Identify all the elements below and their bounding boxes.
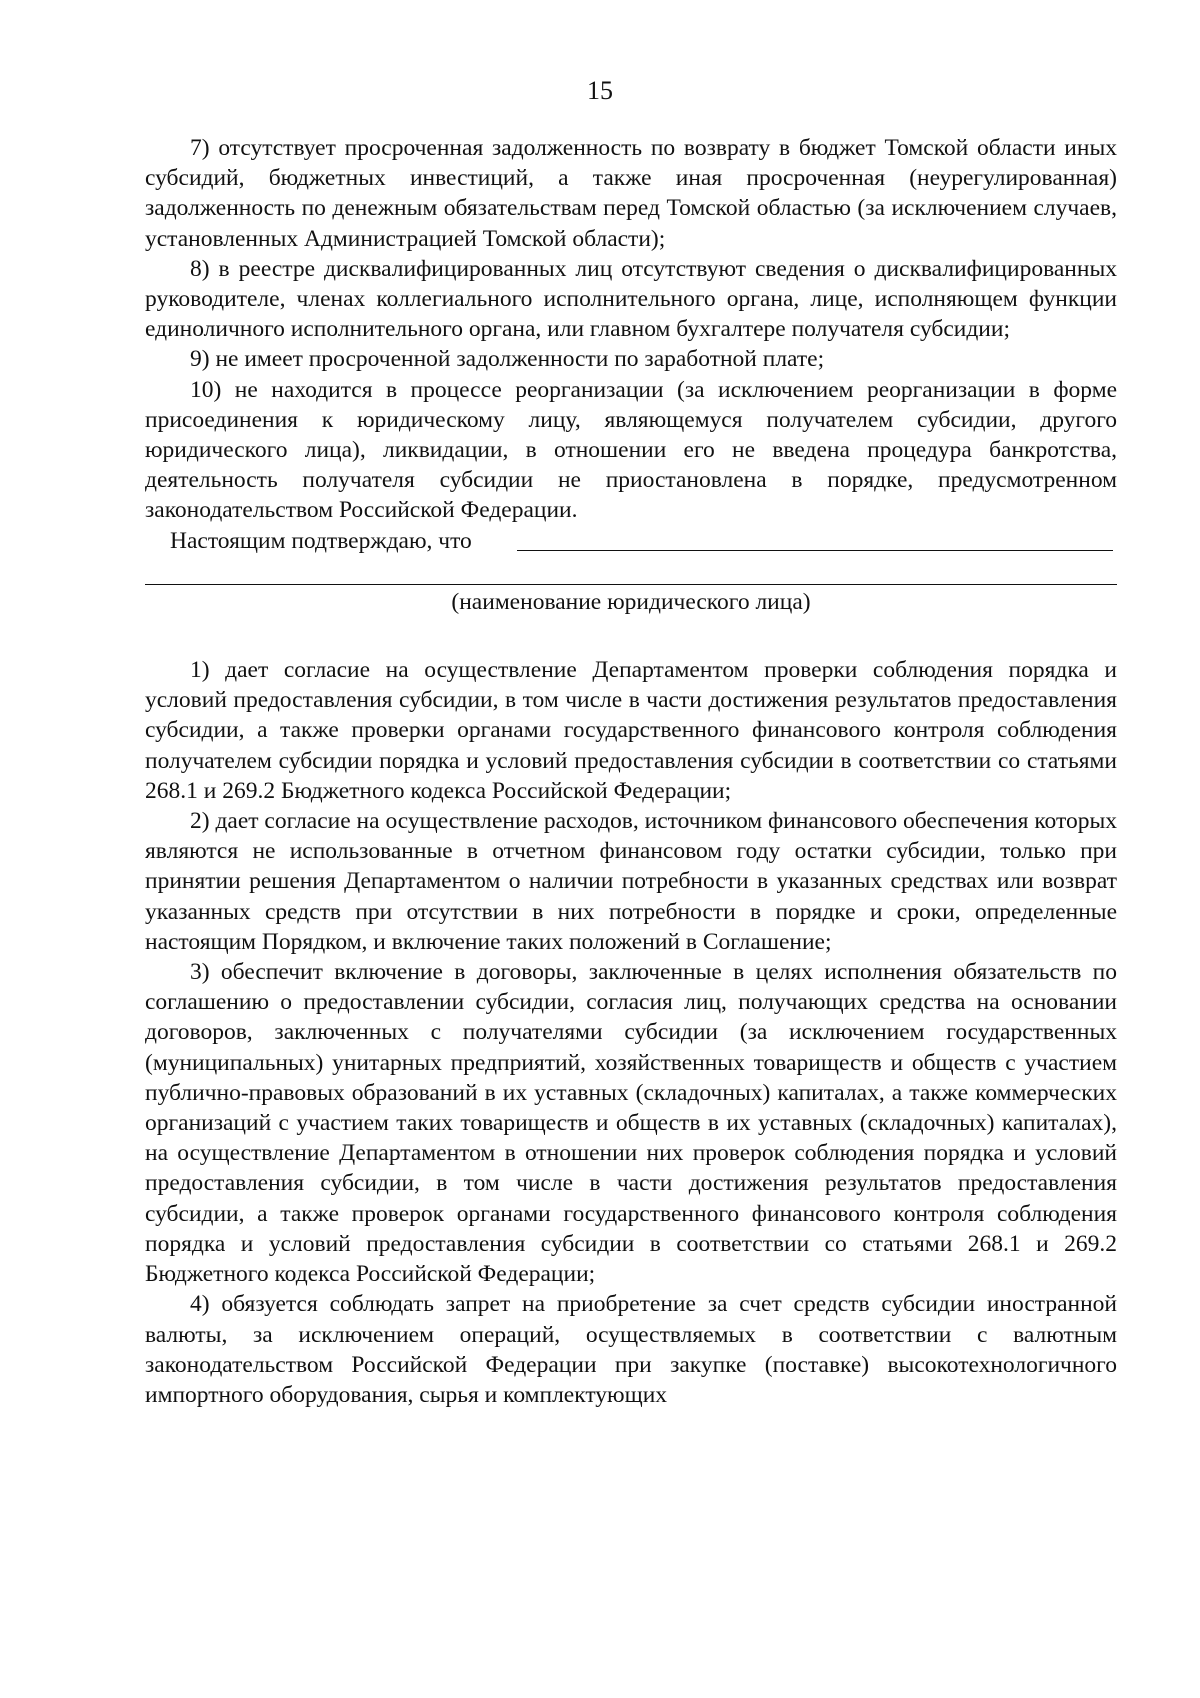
spacer — [145, 617, 1117, 655]
list-item-8: 8) в реестре дисквалифицированных лиц отсутствуют сведения о дисквалифицированных руководителе, членах коллегиального исполнительного органа, лице, исполняющем функции единоличного исполнительного органа, или главном бухгалтере получателя субсидии; — [145, 255, 1117, 343]
entity-name-blank-line — [145, 556, 1117, 585]
consent-item-1: 1) дает согласие на осуществление Департаментом проверки соблюдения порядка и условий предоставления субсидии, в том числе в части достижения результатов предоставления субсидии, а также проверки органами государственного финансового контроля соблюдения получателем субсидии порядка и условий предоставления субсидии в соответствии со статьями 268.1 и 269.2 Бюджетного кодекса Российской Федерации; — [145, 657, 1117, 804]
consent-item-4: 4) обязуется соблюдать запрет на приобретение за счет средств субсидии иностранной валюты, за исключением операций, осуществляемых в соответствии с валютным законодательством Российской Федерации при закупке (поставке) высокотехнологичного импортного оборудования, сырья и комплектующих — [145, 1291, 1117, 1408]
list-item-9: 9) не имеет просроченной задолженности по заработной плате; — [190, 346, 825, 373]
entity-name-blank — [517, 550, 1113, 551]
blank-caption: (наименование юридического лица) — [451, 588, 811, 615]
consent-item-2: 2) дает согласие на осуществление расходов, источником финансового обеспечения которых являются не использованные в отчетном финансовом году остатки субсидии, только при принятии решения Департаментом о наличии потребности в указанных средствах или возврат указанных средств при отсутствии в них потребности в порядке и сроки, определенные настоящим Порядком, и включение таких положений в Соглашение; — [145, 808, 1117, 955]
page-number: 15 — [587, 76, 613, 105]
confirmation-text: Настоящим подтверждаю, что — [170, 527, 472, 554]
document-body — [145, 133, 1117, 1410]
list-item-7: 7) отсутствует просроченная задолженность по возврату в бюджет Томской области иных субсидий, бюджетных инвестиций, а также иная просроченная (неурегулированная) задолженность по денежным обязательствам перед Томской областью (за исключением случаев, установленных Администрацией Томской области); — [145, 135, 1117, 252]
list-item-10: 10) не находится в процессе реорганизации (за исключением реорганизации в форме присоединения к юридическому лицу, являющемуся получателем субсидии, другого юридического лица), ликвидации, в отношении его не введена процедура банкротства, деятельность получателя субсидии не приостановлена в порядке, предусмотренном законодательством Российской Федерации. — [145, 376, 1117, 524]
consent-item-3: 3) обеспечит включение в договоры, заключенные в целях исполнения обязательств по соглашению о предоставлении субсидии, согласия лиц, получающих средства на основании договоров, заключенных с получателями субсидии (за исключением государственных (муниципальных) унитарных предприятий, хозяйственных товариществ и обществ с участием публично-правовых образований в их уставных (складочных) капиталах, а также коммерческих организаций с участием таких товариществ и обществ в их уставных (складочных) капиталах), на осуществление Департаментом в отношении них проверок соблюдения порядка и условий предоставления субсидии, в том числе в части достижения результатов предоставления субсидии, а также проверок органами государственного финансового контроля соблюдения порядка и условий предоставления субсидии в соответствии со статьями 268.1 и 269.2 Бюджетного кодекса Российской Федерации; — [145, 959, 1117, 1288]
confirmation-line — [145, 526, 1117, 556]
